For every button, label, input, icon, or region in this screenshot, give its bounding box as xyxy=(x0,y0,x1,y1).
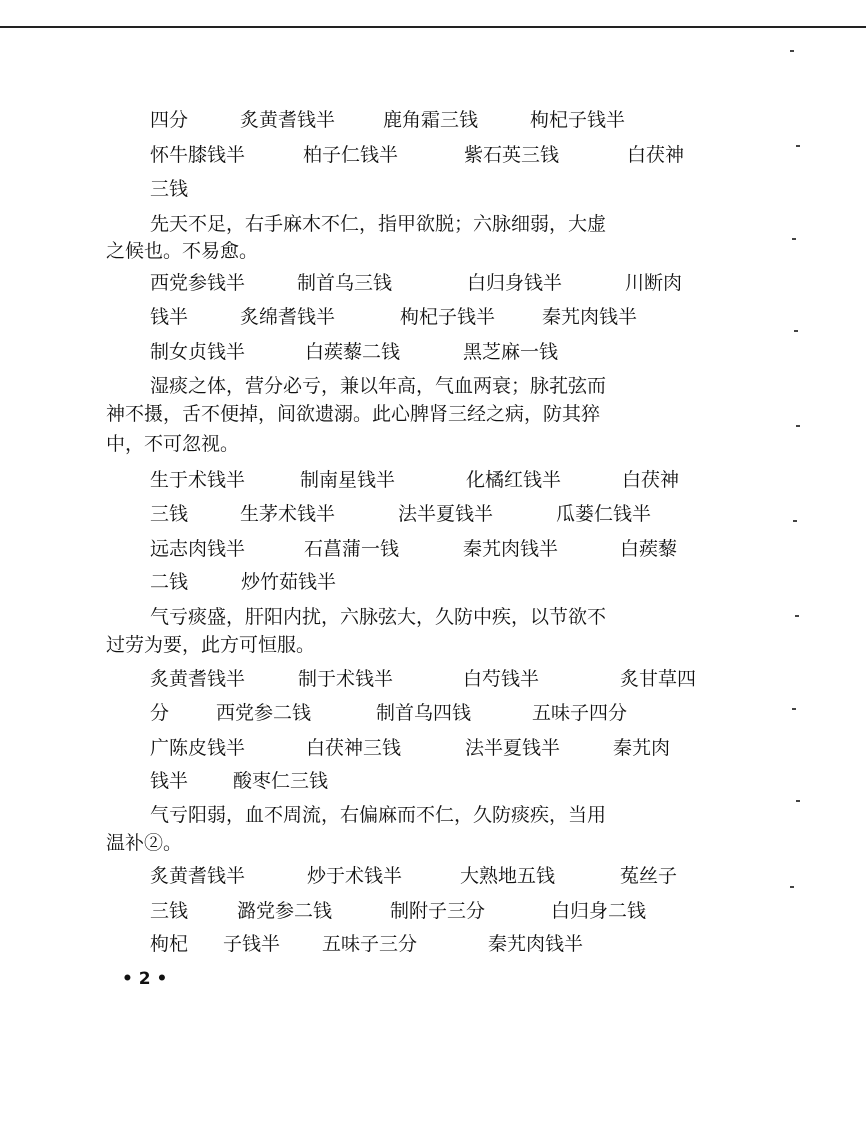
case-text-line: 湿痰之体，营分必亏，兼以年高，气血两衰；脉芤弦而 xyxy=(150,375,607,397)
case-text-line: 神不摄，舌不便掉，间欲遗溺。此心脾肾三经之病，防其猝 xyxy=(106,403,601,425)
scan-speck xyxy=(792,708,796,710)
herb-entry: 炙黄耆钱半 xyxy=(150,865,246,887)
case-text-line: 先天不足，右手麻木不仁，指甲欲脱；六脉细弱，大虚 xyxy=(150,213,607,235)
herb-entry: 西党参钱半 xyxy=(150,272,246,294)
herb-entry: 枸杞子钱半 xyxy=(400,306,496,328)
herb-entry: 炙绵耆钱半 xyxy=(240,306,336,328)
herb-entry: 白归身二钱 xyxy=(551,900,647,922)
herb-entry: 五味子四分 xyxy=(532,702,628,724)
herb-entry: 法半夏钱半 xyxy=(398,503,494,525)
herb-entry: 鹿角霜三钱 xyxy=(383,109,479,131)
herb-entry: 炒于术钱半 xyxy=(307,865,403,887)
herb-entry: 炒竹茹钱半 xyxy=(241,571,337,593)
herb-entry: 瓜蒌仁钱半 xyxy=(556,503,652,525)
case-text-line: 气亏阳弱，血不周流，右偏麻而不仁，久防痰疾，当用 xyxy=(150,804,607,826)
herb-entry: 法半夏钱半 xyxy=(465,737,561,759)
herb-entry: 钱半 xyxy=(150,770,189,792)
scan-speck xyxy=(796,425,800,427)
herb-entry: 钱半 xyxy=(150,306,189,328)
herb-entry: 秦艽肉 xyxy=(613,737,671,759)
scan-speck xyxy=(794,330,798,332)
scan-speck xyxy=(796,800,800,802)
case-text-line: 气亏痰盛，肝阳内扰，六脉弦大，久防中疾，以节欲不 xyxy=(150,606,607,628)
herb-entry: 怀牛膝钱半 xyxy=(150,144,246,166)
scan-speck xyxy=(796,145,800,147)
herb-entry: 制首乌三钱 xyxy=(297,272,393,294)
herb-entry: 白茯神三钱 xyxy=(306,737,402,759)
herb-entry: 制南星钱半 xyxy=(300,469,396,491)
herb-entry: 秦艽肉钱半 xyxy=(542,306,638,328)
scan-speck xyxy=(792,238,796,240)
herb-entry: 秦艽肉钱半 xyxy=(463,538,559,560)
herb-entry: 柏子仁钱半 xyxy=(303,144,399,166)
herb-entry: 生于术钱半 xyxy=(150,469,246,491)
herb-entry: 石菖蒲一钱 xyxy=(304,538,400,560)
herb-entry: 制女贞钱半 xyxy=(150,341,246,363)
herb-entry: 三钱 xyxy=(150,178,189,200)
herb-entry: 三钱 xyxy=(150,900,189,922)
herb-entry: 子钱半 xyxy=(223,933,281,955)
herb-entry: 菟丝子 xyxy=(620,865,678,887)
herb-entry: 制附子三分 xyxy=(390,900,486,922)
herb-entry: 五味子三分 xyxy=(322,933,418,955)
herb-entry: 枸杞 xyxy=(150,933,189,955)
case-text-line: 之候也。不易愈。 xyxy=(106,240,259,262)
herb-entry: 炙甘草四 xyxy=(620,668,697,690)
herb-entry: 秦艽肉钱半 xyxy=(488,933,584,955)
herb-entry: 炙黄耆钱半 xyxy=(240,109,336,131)
herb-entry: 分 xyxy=(150,702,170,724)
herb-entry: 生茅术钱半 xyxy=(240,503,336,525)
top-rule xyxy=(0,26,866,28)
herb-entry: 四分 xyxy=(150,109,189,131)
herb-entry: 西党参二钱 xyxy=(216,702,312,724)
herb-entry: 紫石英三钱 xyxy=(464,144,560,166)
scan-speck xyxy=(790,50,794,52)
scan-speck xyxy=(795,615,799,617)
herb-entry: 白蒺藜 xyxy=(620,538,678,560)
scan-speck xyxy=(793,520,797,522)
case-text-line: 温补②。 xyxy=(106,832,183,854)
herb-entry: 潞党参二钱 xyxy=(237,900,333,922)
case-text-line: 过劳为要，此方可恒服。 xyxy=(106,634,316,656)
herb-entry: 大熟地五钱 xyxy=(460,865,556,887)
herb-entry: 枸杞子钱半 xyxy=(530,109,626,131)
herb-entry: 制于术钱半 xyxy=(298,668,394,690)
herb-entry: 远志肉钱半 xyxy=(150,538,246,560)
herb-entry: 酸枣仁三钱 xyxy=(233,770,329,792)
herb-entry: 炙黄耆钱半 xyxy=(150,668,246,690)
herb-entry: 白蒺藜二钱 xyxy=(305,341,401,363)
herb-entry: 制首乌四钱 xyxy=(376,702,472,724)
page-number: • 2 • xyxy=(122,969,168,989)
scan-speck xyxy=(790,886,794,888)
herb-entry: 川断肉 xyxy=(625,272,683,294)
herb-entry: 二钱 xyxy=(150,571,189,593)
herb-entry: 白芍钱半 xyxy=(463,668,540,690)
herb-entry: 白茯神 xyxy=(627,144,685,166)
herb-entry: 白茯神 xyxy=(622,469,680,491)
herb-entry: 白归身钱半 xyxy=(467,272,563,294)
herb-entry: 化橘红钱半 xyxy=(466,469,562,491)
case-text-line: 中，不可忽视。 xyxy=(106,433,240,455)
herb-entry: 黑芝麻一钱 xyxy=(463,341,559,363)
herb-entry: 三钱 xyxy=(150,503,189,525)
herb-entry: 广陈皮钱半 xyxy=(150,737,246,759)
